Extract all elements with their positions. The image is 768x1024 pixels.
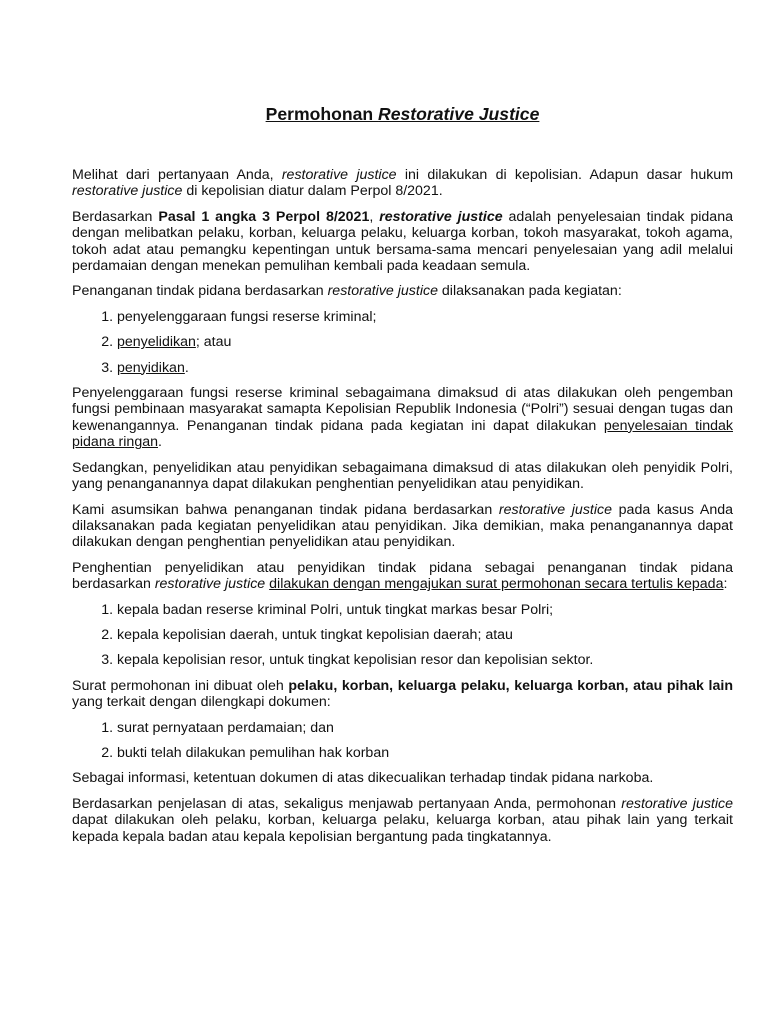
italic-term: restorative justice bbox=[379, 208, 503, 225]
paragraph-narkoba-note: Sebagai informasi, ketentuan dokumen di atas dikecualikan terhadap tindak pidana narkoba. bbox=[72, 770, 654, 787]
surat-permohonan-link[interactable]: dilakukan dengan mengajukan surat permohonan secara tertulis kepada bbox=[269, 576, 724, 593]
paragraph-assumption bbox=[72, 502, 733, 551]
italic-term: restorative justice bbox=[621, 795, 734, 812]
document-page bbox=[72, 103, 733, 854]
text: , bbox=[369, 208, 380, 225]
paragraph-penyidik: Sedangkan, penyelidikan atau penyidikan sebagaimana dimaksud di atas dilakukan oleh penyidik Polri, yang penanganannya dapat dilakukan penghentian penyelidikan atau penyidikan. bbox=[72, 459, 733, 493]
list-item bbox=[117, 360, 733, 376]
text: ini dilakukan di kepolisian. Adapun dasar hukum bbox=[396, 167, 734, 183]
text: bukti telah dilakukan pemulihan hak korban bbox=[117, 744, 390, 761]
text: Penghentian penyelidikan atau penyidikan tindak pidana sebagai penanganan tindak pidana berdasarkan bbox=[72, 559, 733, 593]
text: Penyelenggaraan fungsi reserse kriminal sebagaimana dimaksud di atas dilakukan oleh pengemban fungsi pembinaan masyarakat samapta Kepolisian Republik Indonesia (“Polri”) sesuai dengan tugas dan kewenangannya. Penanganan tindak pidana pada kegiatan ini dapat dilakukan bbox=[72, 385, 733, 434]
penyelidikan-link[interactable]: penyelidikan bbox=[117, 334, 196, 351]
text: : bbox=[723, 576, 728, 593]
paragraph-reserse bbox=[72, 385, 733, 451]
italic-term: restorative justice bbox=[72, 183, 183, 200]
text: surat pernyataan perdamaian; dan bbox=[117, 719, 334, 736]
text: Surat permohonan ini dibuat oleh bbox=[72, 677, 289, 694]
text: Penanganan tindak pidana berdasarkan bbox=[72, 283, 328, 300]
text: pada kasus Anda dilaksanakan pada kegiatan penyelidikan atau penyidikan. Jika demikian, maka penanganannya dapat dilakukan dengan penghentian penyelidikan atau penyidikan. bbox=[72, 501, 733, 551]
text: penyelenggaraan fungsi reserse kriminal; bbox=[117, 308, 377, 325]
italic-term: restorative justice bbox=[281, 167, 397, 183]
text: kepala badan reserse kriminal Polri, untuk tingkat markas besar Polri; bbox=[117, 601, 554, 618]
documents-list bbox=[72, 720, 733, 762]
list-item bbox=[117, 602, 733, 618]
text: . bbox=[157, 434, 162, 451]
text: yang terkait dengan dilengkapi dokumen: bbox=[72, 694, 331, 711]
italic-term: restorative justice bbox=[327, 283, 438, 300]
list-item bbox=[117, 652, 733, 668]
applicants-bold: pelaku, korban, keluarga pelaku, keluarga korban, atau pihak lain bbox=[288, 677, 733, 694]
penyidikan-link[interactable]: penyidikan bbox=[117, 359, 185, 376]
paragraph-applicants bbox=[72, 678, 733, 711]
italic-term: restorative justice bbox=[154, 576, 266, 593]
list-item bbox=[117, 309, 733, 325]
text: kepala kepolisian resor, untuk tingkat kepolisian resor dan kepolisian sektor. bbox=[117, 652, 594, 669]
text: kepala kepolisian daerah, untuk tingkat kepolisian daerah; atau bbox=[117, 626, 513, 643]
paragraph-penghentian bbox=[72, 560, 733, 593]
italic-term: restorative justice bbox=[498, 501, 612, 518]
text: Berdasarkan penjelasan di atas, sekaligus menjawab pertanyaan Anda, permohonan bbox=[72, 795, 622, 812]
paragraph-definition bbox=[72, 209, 733, 275]
activities-list bbox=[72, 309, 733, 376]
list-item bbox=[117, 334, 733, 350]
paragraph-conclusion bbox=[72, 796, 733, 845]
list-item bbox=[117, 745, 733, 761]
text: ; atau bbox=[195, 334, 232, 351]
paragraph-activities-intro bbox=[72, 283, 733, 299]
text: Berdasarkan bbox=[72, 208, 159, 225]
text: Melihat dari pertanyaan Anda, bbox=[72, 167, 282, 183]
list-item bbox=[117, 720, 733, 736]
text: Kami asumsikan bahwa penanganan tindak pidana berdasarkan bbox=[72, 501, 499, 518]
text: dapat dilakukan oleh pelaku, korban, keluarga pelaku, keluarga korban, atau pihak lain yang terkait kepada kepala badan atau kepala kepolisian bergantung pada tingkatannya. bbox=[72, 812, 733, 845]
text: di kepolisian diatur dalam Perpol 8/2021. bbox=[182, 183, 443, 200]
text: . bbox=[184, 359, 189, 376]
tindak-pidana-ringan-link[interactable]: penyelesaian tindak pidana ringan bbox=[72, 417, 733, 451]
text: adalah penyelesaian tindak pidana dengan melibatkan pelaku, korban, keluarga pelaku, keluarga korban, tokoh masyarakat, tokoh agama, tokoh adat atau pemangku kepentingan untuk bersama-sama mencari penyelesaian yang adil melalui perdamaian dengan menekan pemulihan kembali pada keadaan semula. bbox=[72, 208, 733, 275]
legal-reference: Pasal 1 angka 3 Perpol 8/2021 bbox=[158, 208, 370, 225]
page-title bbox=[72, 103, 733, 125]
list-item bbox=[117, 627, 733, 643]
title-italic: Restorative Justice bbox=[378, 104, 540, 124]
title-prefix: Permohonan bbox=[265, 104, 379, 124]
paragraph-intro bbox=[72, 167, 733, 200]
recipients-list bbox=[72, 602, 733, 669]
text: dilaksanakan pada kegiatan: bbox=[437, 283, 622, 300]
